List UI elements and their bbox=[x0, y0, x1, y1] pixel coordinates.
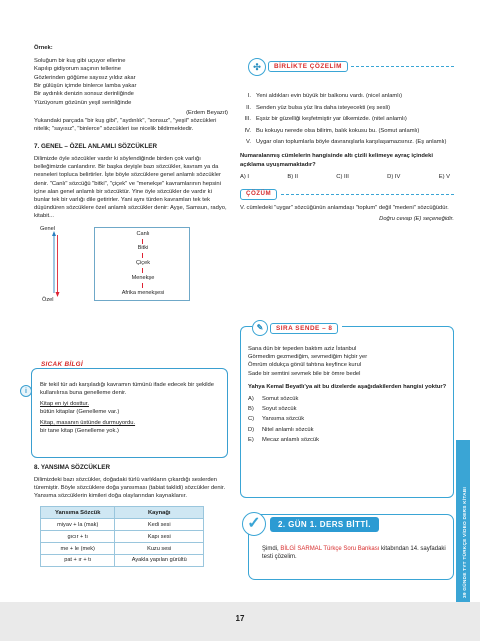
option-e[interactable]: E) V bbox=[438, 173, 450, 180]
example-text: Kitap en iyi dosttur. bbox=[40, 401, 89, 407]
answer-option[interactable] bbox=[248, 395, 450, 403]
poem-line: Sana dün bir tepeden baktım aziz İstanbul bbox=[248, 346, 357, 352]
scale-label-ozel: Özel bbox=[42, 297, 54, 303]
table-cell: me + le (mek) bbox=[41, 543, 115, 555]
your-turn-header bbox=[252, 320, 342, 336]
option-c[interactable]: C) III bbox=[336, 173, 349, 180]
onomatopoeia-table bbox=[40, 506, 204, 567]
option-a[interactable]: A) I bbox=[240, 173, 250, 180]
table-cell: pat + ır + tı bbox=[41, 555, 115, 567]
answer-option[interactable] bbox=[248, 415, 450, 423]
solve-together-banner bbox=[248, 60, 454, 73]
section-8 bbox=[34, 464, 228, 567]
option-letter: E) bbox=[248, 436, 254, 443]
poem-line: Kapılıp gidiyorum saçının tellerine bbox=[34, 66, 121, 73]
example-1b: bütün kitaplar (Genelleme var.) bbox=[40, 409, 120, 415]
table-row bbox=[41, 531, 204, 543]
section-8-paragraph: Dilimizdeki bazı sözcükler, doğadaki türlü varlıkların çıkardığı seslerden türemiştir. Böyle sözcüklere doğa yansıması (tabiat taklidi) sözcükler denir. Yansıma sözcüklerin kimileri doğa olaylarından kaynaklanır. bbox=[34, 477, 226, 500]
left-column bbox=[34, 44, 228, 311]
poem-line: Görmedim gezmediğim, sevmediğim hiçbir yer bbox=[248, 354, 368, 361]
statement-item bbox=[240, 115, 454, 123]
scale-label-genel: Genel bbox=[40, 226, 55, 232]
info-icon: i bbox=[20, 385, 32, 397]
table-row bbox=[41, 555, 204, 567]
answer-options bbox=[240, 173, 454, 181]
section-7-title: 7. GENEL – ÖZEL ANLAMLI SÖZCÜKLER bbox=[34, 143, 158, 151]
double-arrow-icon bbox=[52, 231, 60, 297]
statement-item bbox=[240, 92, 454, 100]
example-poem bbox=[34, 57, 228, 107]
example-label: Örnek: bbox=[34, 45, 53, 51]
item-number: I. bbox=[247, 93, 251, 99]
option-letter: C) bbox=[248, 416, 255, 423]
option-text: Yansıma sözcük bbox=[262, 416, 305, 423]
arrow-icon bbox=[142, 253, 143, 258]
poem-note: Yukarıdaki parçada "bir kuş gibi", "aydınlık", "sonsuz", "yeşil" sözcükleri nitelik; "sayısız", "binlerce" sözcükleri ise nicelik bildirmektedir. bbox=[34, 117, 217, 133]
option-text: Somut sözcük bbox=[262, 396, 299, 403]
scale-box bbox=[94, 227, 190, 301]
item-text: Senden yüz bulsa yüz lira daha isteyecekti (eş sesli) bbox=[256, 104, 391, 111]
table-cell: miyav + la (mak) bbox=[41, 519, 115, 531]
dashed-divider bbox=[281, 194, 454, 195]
scale-item: Menekşe bbox=[131, 275, 155, 281]
poem-line: Sade bir semtini sevmek bile bir ömre bedel bbox=[248, 370, 361, 377]
right-column bbox=[240, 92, 454, 226]
checkmark-icon: ✓ bbox=[242, 512, 266, 536]
example-1a bbox=[40, 400, 220, 408]
scale-item: Afrika menekşesi bbox=[121, 290, 165, 296]
item-text: Eşsiz bir güzelliği keşfetmiştir yar ülkemizde. (nitel anlamlı) bbox=[256, 116, 407, 123]
option-b[interactable]: B) II bbox=[287, 173, 298, 180]
table-cell: Ayakla yapılan gürültü bbox=[115, 555, 204, 567]
answer-option[interactable] bbox=[248, 426, 450, 434]
table-cell: Kedi sesi bbox=[115, 519, 204, 531]
solution-header bbox=[240, 189, 454, 200]
item-number: III. bbox=[244, 116, 251, 123]
option-text: Mecaz anlamlı sözcük bbox=[262, 436, 320, 443]
option-letter: A) bbox=[248, 396, 254, 403]
solution-label: ÇÖZÜM bbox=[240, 189, 277, 200]
table-row bbox=[41, 519, 204, 531]
scale-item: Bitki bbox=[137, 245, 149, 251]
lesson-complete-title: 2. GÜN 1. DERS BİTTİ. bbox=[270, 517, 379, 532]
answer-option[interactable] bbox=[248, 436, 450, 444]
poem-line: Soluğum bir kuş gibi uçuyor ellerine bbox=[34, 58, 126, 65]
side-tab-label: 39 GÜNDE TYT TÜRKÇE VİDEO DERS KİTABI bbox=[463, 487, 468, 598]
table-cell: gıcır + tı bbox=[41, 531, 115, 543]
brand-name: BİLGİ SARMAL Türkçe Soru Bankası bbox=[280, 546, 380, 552]
poem-author: (Erdem Beyazıt) bbox=[186, 109, 228, 116]
arrow-icon bbox=[142, 268, 143, 273]
table-header-row bbox=[41, 507, 204, 519]
table-header: Yansıma Sözcük bbox=[41, 507, 115, 519]
question-text: Yahya Kemal Beyatlı'ya ait bu dizelerde aşağıdakilerden hangisi yoktur? bbox=[248, 383, 447, 390]
page-number: 17 bbox=[235, 614, 245, 623]
item-number: IV. bbox=[244, 127, 251, 134]
example-2b: bir tane kitap (Genelleme yok.) bbox=[40, 428, 119, 434]
table-cell: Kuzu sesi bbox=[115, 543, 204, 555]
answer-option[interactable] bbox=[248, 405, 450, 413]
question-text: Numaralanmış cümlelerin hangisinde altı çizili kelimeye ayraç içindeki açıklama uyuşmamaktadır? bbox=[240, 153, 433, 168]
poem-line: Gözlerinden göğüme sayısız yıldız akar bbox=[34, 74, 136, 81]
table-row bbox=[41, 543, 204, 555]
solution-text: V. cümledeki "uygar" sözcüğünün anlamdaşı "toplum" değil "medeni" sözcüğüdür. bbox=[240, 204, 449, 211]
poem-line: Bir gülüşün içimde binlerce lamba yakar bbox=[34, 82, 137, 89]
dashed-divider bbox=[351, 66, 454, 67]
statement-item bbox=[240, 138, 454, 146]
item-number: II. bbox=[246, 104, 251, 111]
table-cell: Kapı sesi bbox=[115, 531, 204, 543]
example-2a bbox=[40, 419, 220, 427]
example-text: Kitap, masanın üstünde durmuyordu. bbox=[40, 420, 136, 426]
option-letter: B) bbox=[248, 406, 254, 413]
option-letter: D) bbox=[248, 426, 255, 433]
hot-info-body bbox=[40, 381, 220, 435]
scale-item: Canlı bbox=[136, 231, 150, 237]
arrow-icon bbox=[142, 283, 143, 288]
option-d[interactable]: D) IV bbox=[387, 173, 401, 180]
solution-answer: Doğru cevap (E) seçeneğidir. bbox=[379, 215, 454, 222]
statement-item bbox=[240, 127, 454, 135]
item-text: Uygar olan toplumlarla böyle davranışlarla karşılaşamazsınız. (Eş anlamlı) bbox=[256, 139, 447, 146]
scale-item: Çiçek bbox=[136, 260, 150, 266]
hot-info-title: SICAK BİLGİ bbox=[38, 361, 86, 368]
option-text: Soyut sözcük bbox=[262, 406, 297, 413]
item-number: V. bbox=[246, 139, 251, 146]
statement-item bbox=[240, 104, 454, 112]
compass-icon: ✣ bbox=[248, 58, 266, 76]
pencil-icon: ✎ bbox=[252, 320, 268, 336]
gun-text-b: kitabından 14. sayfadaki testi çözelim. bbox=[262, 546, 446, 561]
option-text: Nitel anlamlı sözcük bbox=[262, 426, 314, 433]
item-text: Yeni aldıkları evin büyük bir balkonu vardı. (nicel anlamlı) bbox=[256, 93, 403, 99]
solve-together-label: BİRLİKTE ÇÖZELİM bbox=[268, 61, 348, 72]
poem-line: Yüzüyorum gözünün yeşil serinliğinde bbox=[34, 99, 132, 106]
hot-info-text: Bir tekil tür adı karşıladığı kavramın tümünü ifade edecek bir şekilde kullanılırsa buna genelleme denir. bbox=[40, 382, 214, 396]
gun-text-a: Şimdi, bbox=[262, 546, 281, 552]
table-header: Kaynağı bbox=[115, 507, 204, 519]
your-turn-label: SIRA SENDE – 8 bbox=[270, 323, 338, 334]
your-turn-body bbox=[248, 345, 450, 446]
item-text: Bu kokuyu nerede olsa bilirim, balık kokusu bu. (Somut anlamlı) bbox=[256, 127, 420, 134]
general-specific-diagram bbox=[34, 225, 228, 305]
section-8-title: 8. YANSIMA SÖZCÜKLER bbox=[34, 464, 111, 471]
poem-line: Ömrüm oldukça gönül tahtına keyfince kurul bbox=[248, 362, 362, 369]
section-7-paragraph: Dilimizde öyle sözcükler vardır ki söylendiğinde birden çok varlığı belleğimizde canlandırır. Bir başka deyişle bazı sözcükler, kavram ya da nesneleri topluca belirtirler. İşte böyle sözcüklere genel anlamlı sözcükler denir. "Canlı" sözcüğü "bitki", "çiçek" ve "menekşe" kavramlarının hepsini içine alan genel anlamlı bir sözcüktür. Yine öyle sözcükler de vardır ki bunlar tek bir varlığı dile getirirler. Yani aynı türden kavramları tek tek düşündüren sözcüklere özel anlamlı sözcükler denir: Ayşe, Samsun, radyo, kitabit... bbox=[34, 156, 227, 219]
lesson-complete-text bbox=[262, 545, 450, 562]
poem-line: Bir aydınlık denizin sonsuz derinliğinde bbox=[34, 91, 134, 98]
